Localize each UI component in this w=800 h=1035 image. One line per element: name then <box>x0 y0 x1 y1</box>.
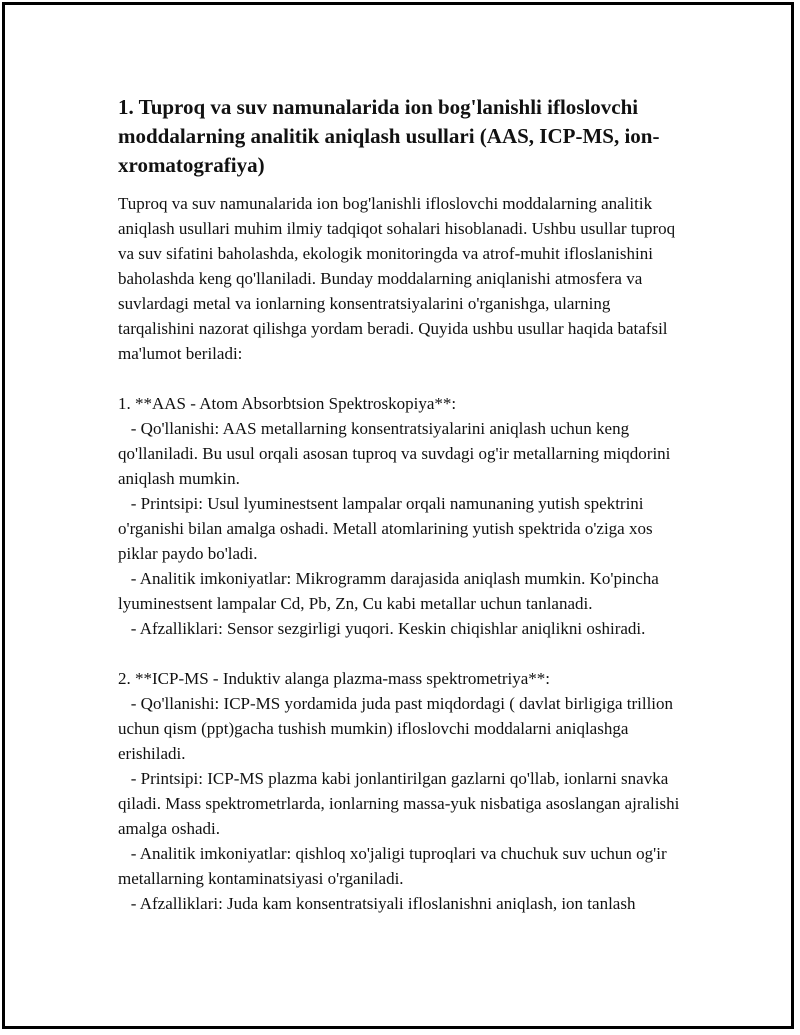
list-item <box>118 416 688 491</box>
list-item-text: - Printsipi: ICP-MS plazma kabi jonlantirilgan gazlarni qo'llab, ionlarni snavka qiladi. Mass spektrometrlarda, ionlarning massa-yuk nisbatiga asoslangan ajralishi amalga oshadi. <box>118 769 680 838</box>
list-item <box>118 841 688 891</box>
list-item-text: - Qo'llanishi: AAS metallarning konsentratsiyalarini aniqlash uchun keng qo'llaniladi. Bu usul orqali asosan tuproq va suvdagi og'ir metallarning miqdorini aniqlash mumkin. <box>118 419 671 488</box>
document-title: 1. Tuproq va suv namunalarida ion bog'lanishli ifloslovchi moddalarning analitik aniqlash usullari (AAS, ICP-MS, ion-xromatografiya) <box>118 95 660 177</box>
list-item <box>118 691 688 766</box>
list-item-text: - Afzalliklari: Juda kam konsentratsiyali ifloslanishni aniqlash, ion tanlash <box>130 894 636 913</box>
list-item <box>118 766 688 841</box>
list-item <box>118 616 688 641</box>
list-item-text: - Qo'llanishi: ICP-MS yordamida juda past miqdordagi ( davlat birligiga trillion uchun qism (ppt)gacha tushish mumkin) ifloslovchi moddalarni aniqlashga erishiladi. <box>118 694 674 763</box>
list-item <box>118 891 688 916</box>
list-item <box>118 491 688 566</box>
list-item-text: - Analitik imkoniyatlar: Mikrogramm darajasida aniqlash mumkin. Ko'pincha lyuminestsent lampalar Cd, Pb, Zn, Cu kabi metallar uchun tanlanadi. <box>118 569 659 613</box>
section-icp-ms <box>118 666 688 916</box>
section-heading: 2. **ICP-MS - Induktiv alanga plazma-mass spektrometriya**: <box>118 669 550 688</box>
section-heading: 1. **AAS - Atom Absorbtsion Spektroskopiya**: <box>118 394 457 413</box>
list-item <box>118 566 688 616</box>
list-item-text: - Afzalliklari: Sensor sezgirligi yuqori. Keskin chiqishlar aniqlikni oshiradi. <box>130 619 646 638</box>
list-item-text: - Printsipi: Usul lyuminestsent lampalar orqali namunaning yutish spektrini o'rganishi bilan amalga oshadi. Metall atomlarining yutish spektrida o'ziga xos piklar paydo bo'ladi. <box>118 494 653 563</box>
section-aas <box>118 391 688 641</box>
document-body <box>118 93 688 916</box>
intro-paragraph: Tuproq va suv namunalarida ion bog'lanishli ifloslovchi moddalarning analitik aniqlash usullari muhim ilmiy tadqiqot sohalari hisoblanadi. Ushbu usullar tuproq va suv sifatini baholashda, ekologik monitoringda va atrof-muhit ifloslanishini baholashda keng qo'llaniladi. Bunday moddalarning aniqlanishi atmosfera va suvlardagi metal va ionlarning konsentratsiyalarini o'rganishga, ularning tarqalishini nazorat qilishga yordam beradi. Quyida ushbu usullar haqida batafsil ma'lumot beriladi: <box>118 194 676 363</box>
list-item-text: - Analitik imkoniyatlar: qishloq xo'jaligi tuproqlari va chuchuk suv uchun og'ir metallarning kontaminatsiyasi o'rganiladi. <box>118 844 667 888</box>
